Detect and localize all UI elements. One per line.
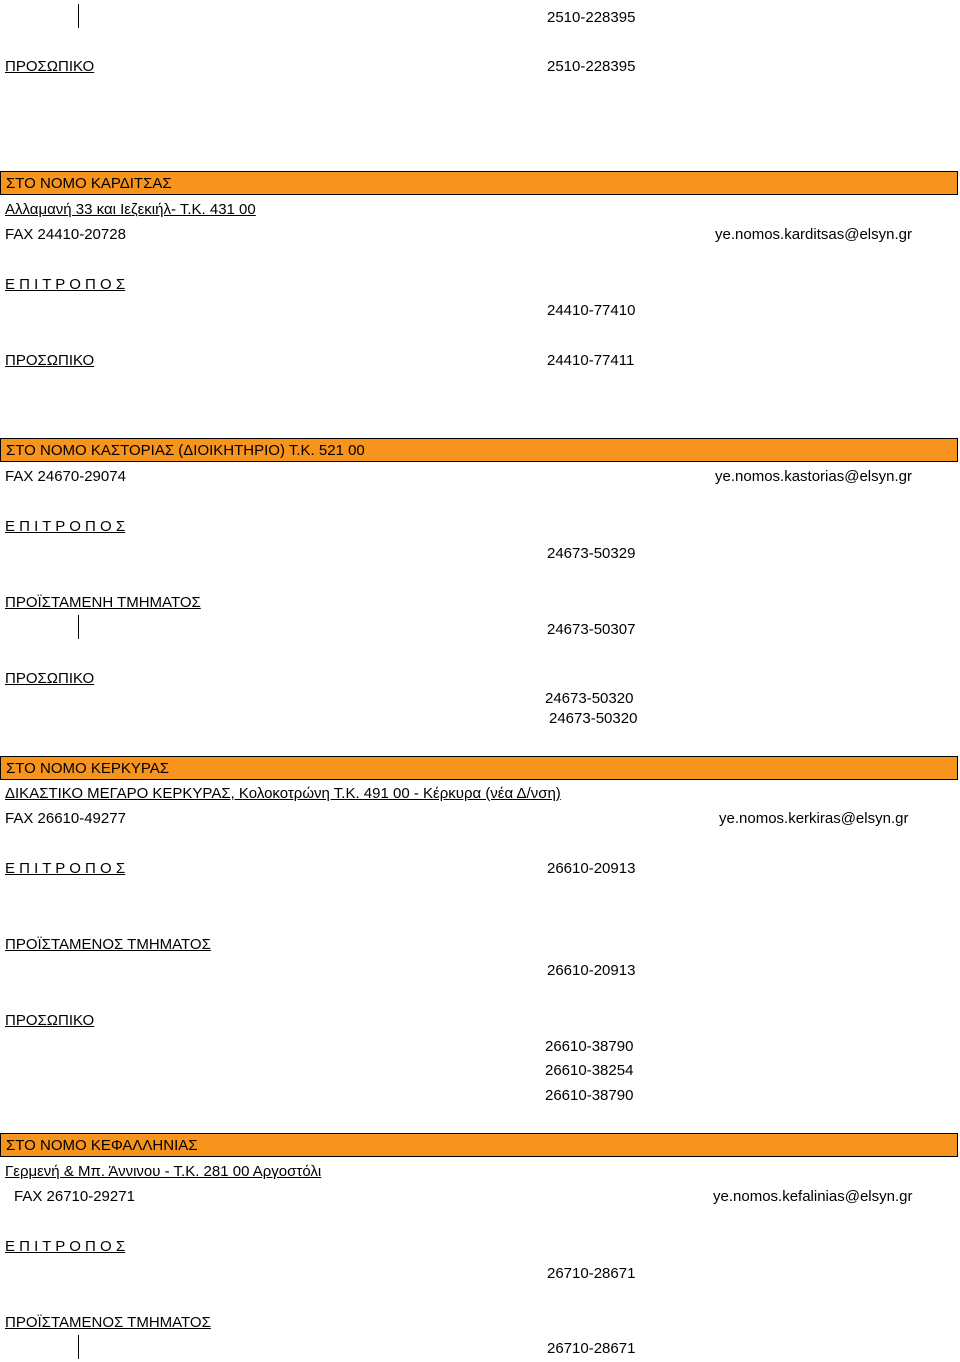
section-heading: ΣΤΟ ΝΟΜΟ ΚΕΡΚΥΡΑΣ [6,760,170,777]
karditsa-email: ye.nomos.karditsas@elsyn.gr [715,226,912,243]
kerkyra-commissioner-label: Ε Π Ι Τ Ρ Ο Π Ο Σ [5,860,126,877]
kastoria-head-phone: 24673-50307 [547,621,636,638]
kefallinia-head-phone: 26710-28671 [547,1340,636,1357]
kerkyra-staff-phone-1: 26610-38790 [545,1038,634,1055]
kefallinia-fax: FAX 26710-29271 [14,1188,135,1205]
section-header-kerkyra [0,756,958,780]
kefallinia-commissioner-label: Ε Π Ι Τ Ρ Ο Π Ο Σ [5,1238,126,1255]
kefallinia-address: Γερμενή & Μπ. Άννινου - Τ.Κ. 281 00 Αργοστόλι [5,1163,322,1180]
kefallinia-email: ye.nomos.kefalinias@elsyn.gr [713,1188,913,1205]
kastoria-staff-phone-2: 24673-50320 [549,710,638,727]
karditsa-commissioner-phone: 24410-77410 [547,302,636,319]
kefallinia-head-label: ΠΡΟΪΣΤΑΜΕΝΟΣ ΤΜΗΜΑΤΟΣ [5,1314,211,1331]
kastoria-staff-label: ΠΡΟΣΩΠΙΚΟ [5,670,95,687]
karditsa-commissioner-label: Ε Π Ι Τ Ρ Ο Π Ο Σ [5,276,126,293]
top-staff-phone: 2510-228395 [547,58,636,75]
kerkyra-head-phone: 26610-20913 [547,962,636,979]
section-heading: ΣΤΟ ΝΟΜΟ ΚΕΦΑΛΛΗΝΙΑΣ [6,1137,198,1154]
kastoria-commissioner-phone: 24673-50329 [547,545,636,562]
kastoria-staff-phone-1: 24673-50320 [545,690,634,707]
kefallinia-commissioner-phone: 26710-28671 [547,1265,636,1282]
karditsa-staff-label: ΠΡΟΣΩΠΙΚΟ [5,352,95,369]
kerkyra-staff-phone-2: 26610-38254 [545,1062,634,1079]
kerkyra-address: ΔΙΚΑΣΤΙΚΟ ΜΕΓΑΡΟ ΚΕΡΚΥΡΑΣ, Κολοκοτρώνη Τ.Κ. 491 00 - Κέρκυρα (νέα Δ/νση) [5,785,561,802]
kerkyra-staff-phone-3: 26610-38790 [545,1087,634,1104]
kerkyra-commissioner-phone: 26610-20913 [547,860,636,877]
field-divider [78,4,79,28]
section-header-kastoria [0,438,958,462]
kerkyra-staff-label: ΠΡΟΣΩΠΙΚΟ [5,1012,95,1029]
top-staff-label: ΠΡΟΣΩΠΙΚΟ [5,58,95,75]
kastoria-fax: FAX 24670-29074 [5,468,126,485]
kastoria-email: ye.nomos.kastorias@elsyn.gr [715,468,912,485]
kerkyra-fax: FAX 26610-49277 [5,810,126,827]
top-phone: 2510-228395 [547,9,636,26]
kastoria-head-label: ΠΡΟΪΣΤΑΜΕΝΗ ΤΜΗΜΑΤΟΣ [5,594,201,611]
kerkyra-head-label: ΠΡΟΪΣΤΑΜΕΝΟΣ ΤΜΗΜΑΤΟΣ [5,936,211,953]
karditsa-address: Αλλαμανή 33 και Ιεζεκιήλ- Τ.Κ. 431 00 [5,201,256,218]
section-header-karditsa [0,171,958,195]
karditsa-fax: FAX 24410-20728 [5,226,126,243]
section-heading: ΣΤΟ ΝΟΜΟ ΚΑΡΔΙΤΣΑΣ [6,175,172,192]
section-header-kefallinia [0,1133,958,1157]
kerkyra-email: ye.nomos.kerkiras@elsyn.gr [719,810,909,827]
field-divider [78,1335,79,1359]
section-heading: ΣΤΟ ΝΟΜΟ ΚΑΣΤΟΡΙΑΣ (ΔΙΟΙΚΗΤΗΡΙΟ) Τ.Κ. 521 00 [6,442,365,459]
karditsa-staff-phone: 24410-77411 [547,352,635,369]
kastoria-commissioner-label: Ε Π Ι Τ Ρ Ο Π Ο Σ [5,518,126,535]
field-divider [78,615,79,639]
